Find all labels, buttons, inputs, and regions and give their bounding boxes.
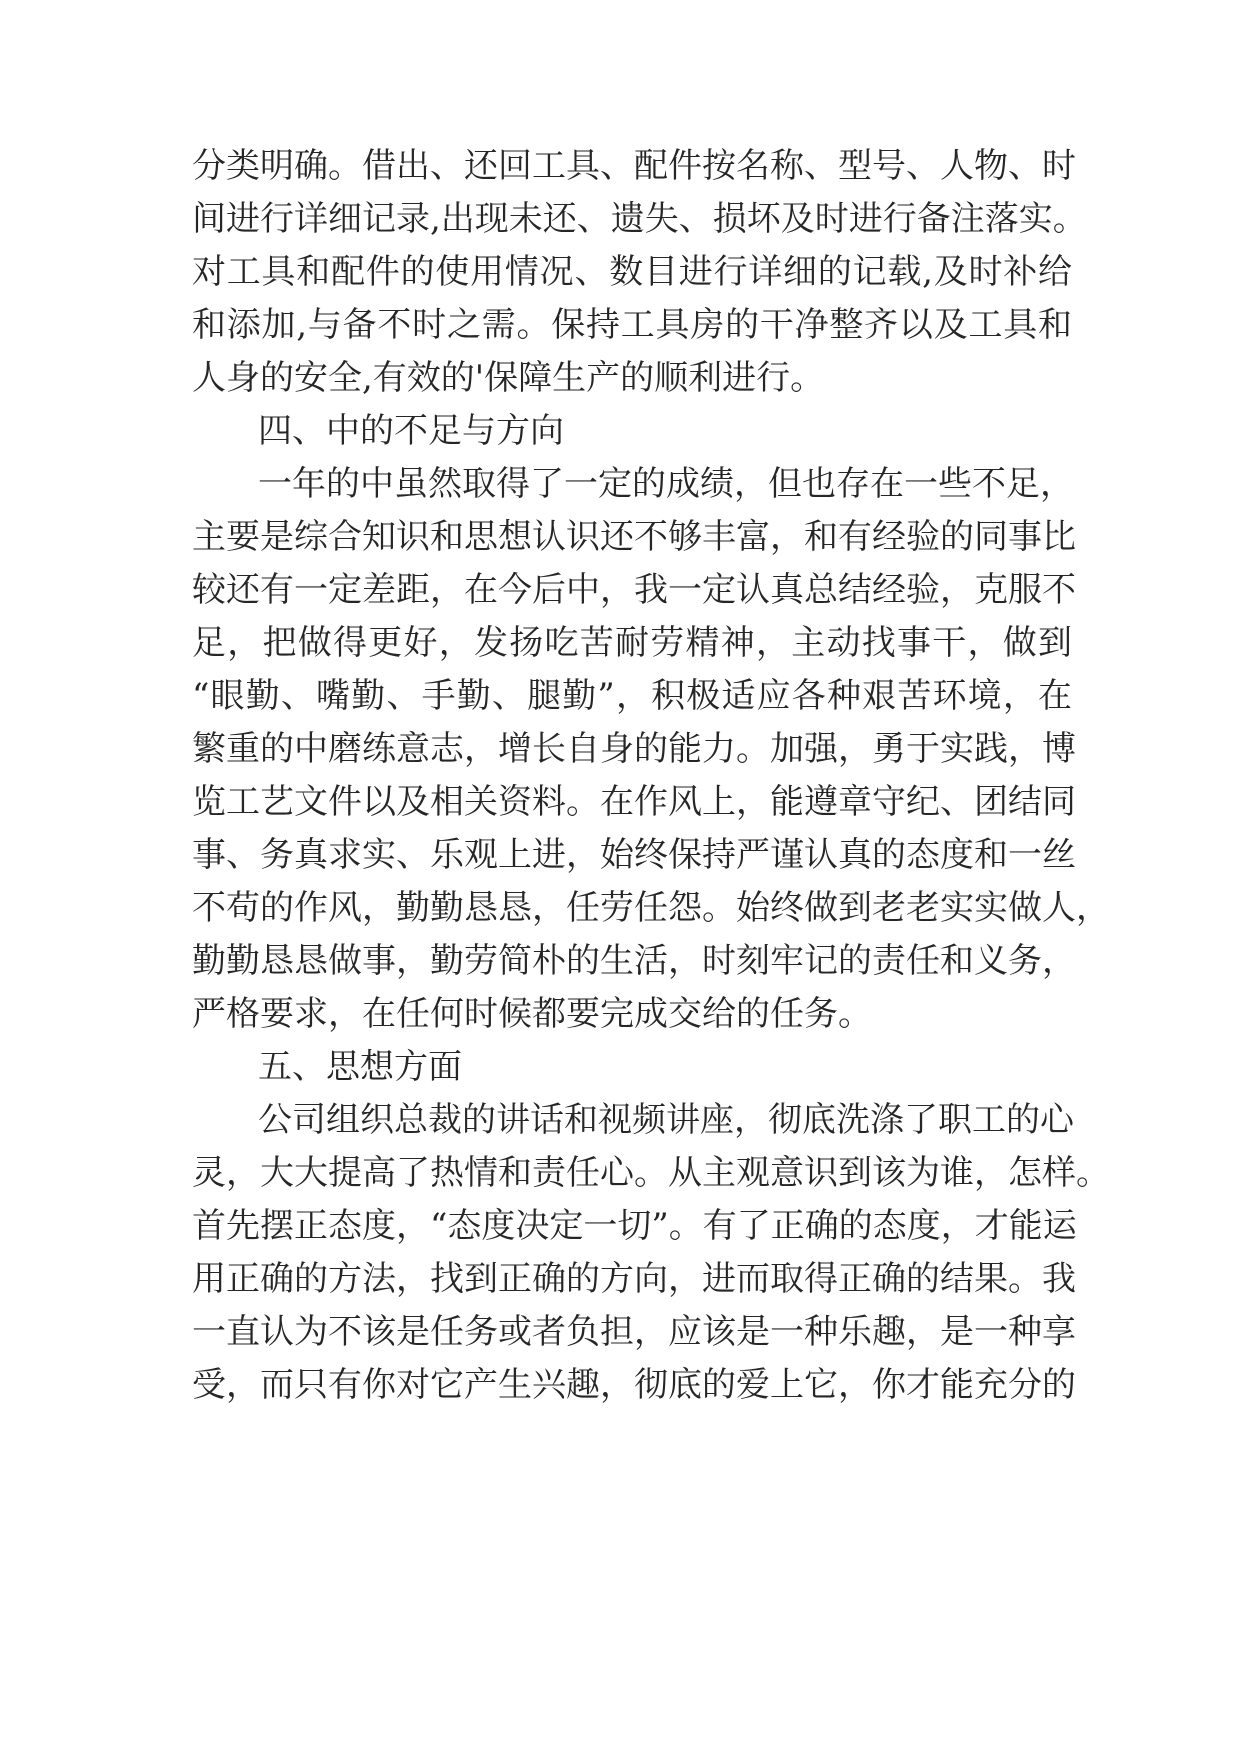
- text-line: 事、务真求实、乐观上进，始终保持严谨认真的态度和一丝: [192, 835, 1076, 875]
- text-line: 对工具和配件的使用情况、数目进行详细的记载,及时补给: [192, 252, 1072, 292]
- text-line: 主要是综合知识和思想认识还不够丰富，和有经验的同事比: [192, 517, 1076, 557]
- text-line: 间进行详细记录,出现未还、遗失、损坏及时进行备注落实。: [192, 199, 1087, 239]
- text-line: “眼勤、嘴勤、手勤、腿勤”，积极适应各种艰苦环境，在: [192, 676, 1072, 716]
- text-line: 分类明确。借出、还回工具、配件按名称、型号、人物、时: [192, 146, 1076, 186]
- text-line: 览工艺文件以及相关资料。在作风上，能遵章守纪、团结同: [192, 782, 1076, 822]
- text-line: 人身的安全,有效的'保障生产的顺利进行。: [192, 358, 825, 398]
- text-line: 一直认为不该是任务或者负担，应该是一种乐趣，是一种享: [192, 1312, 1076, 1352]
- text-line: 一年的中虽然取得了一定的成绩，但也存在一些不足，: [258, 464, 1074, 504]
- text-line: 公司组织总裁的讲话和视频讲座，彻底洗涤了职工的心: [258, 1100, 1074, 1140]
- text-line: 较还有一定差距，在今后中，我一定认真总结经验，克服不: [192, 570, 1076, 610]
- text-line: 和添加,与备不时之需。保持工具房的干净整齐以及工具和: [192, 305, 1072, 345]
- section-heading: 五、思想方面: [258, 1047, 462, 1087]
- text-line: 繁重的中磨练意志，增长自身的能力。加强，勇于实践，博: [192, 729, 1076, 769]
- text-line: 首先摆正态度，“态度决定一切”。有了正确的态度，才能运: [192, 1206, 1077, 1246]
- text-line: 用正确的方法，找到正确的方向，进而取得正确的结果。我: [192, 1259, 1076, 1299]
- text-line: 灵，大大提高了热情和责任心。从主观意识到该为谁，怎样。: [192, 1153, 1110, 1193]
- text-line: 足，把做得更好，发扬吃苦耐劳精神，主动找事干，做到: [192, 623, 1072, 663]
- text-line: 受，而只有你对它产生兴趣，彻底的爱上它，你才能充分的: [192, 1365, 1076, 1405]
- text-line: 勤勤恳恳做事，勤劳简朴的生活，时刻牢记的责任和义务，: [192, 941, 1076, 981]
- text-line: 严格要求，在任何时候都要完成交给的任务。: [192, 994, 872, 1034]
- section-heading: 四、中的不足与方向: [258, 411, 564, 451]
- text-line: 不苟的作风，勤勤恳恳，任劳任怨。始终做到老老实实做人，: [192, 888, 1110, 928]
